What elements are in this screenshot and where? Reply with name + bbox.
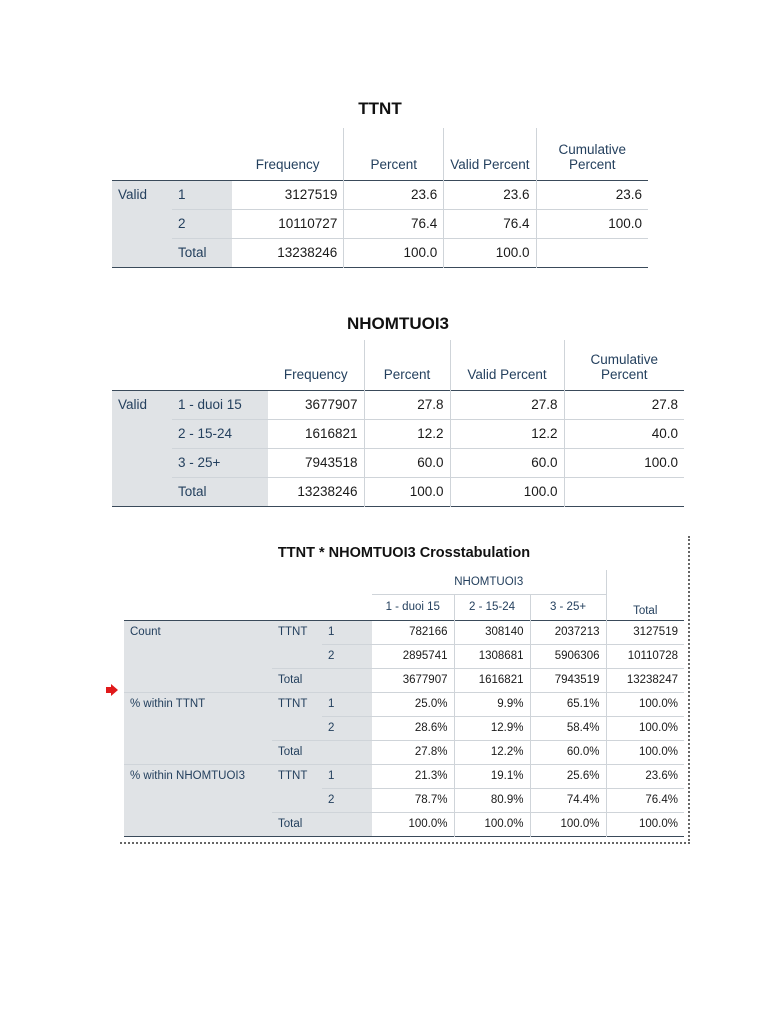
row-total-label: Total — [272, 740, 372, 764]
cell-percent: 60.0 — [364, 448, 450, 477]
cell-percent: 27.8 — [364, 390, 450, 419]
crosstab-cell: 100.0% — [606, 692, 684, 716]
row-label: 2 — [172, 209, 232, 238]
row-label: 1 — [172, 180, 232, 209]
row-variable-label: TTNT — [272, 764, 322, 788]
row-total-label: Total — [272, 668, 372, 692]
cell-percent: 12.2 — [364, 419, 450, 448]
crosstab-title: TTNT * NHOMTUOI3 Crosstabulation — [277, 545, 531, 561]
crosstab-cell: 3127519 — [606, 620, 684, 644]
col-header: 2 - 15-24 — [454, 594, 530, 620]
table-row — [124, 668, 684, 692]
cell-frequency: 10110727 — [232, 209, 344, 238]
cell-percent: 100.0 — [344, 238, 444, 267]
crosstab-cell: 10110728 — [606, 644, 684, 668]
cell-valid-percent: 27.8 — [450, 390, 564, 419]
crosstab-cell: 100.0% — [638, 818, 678, 830]
crosstab-cell: 12.9% — [454, 716, 530, 740]
row-block-label — [124, 716, 272, 740]
table-row — [124, 788, 684, 812]
crosstab-cell: 1616821 — [454, 668, 530, 692]
crosstab-cell: 9.9% — [454, 692, 530, 716]
row-total-label: Total — [272, 812, 372, 836]
cell-cumulative: 27.8 — [564, 390, 684, 419]
ttnt-table-title: TTNT — [358, 99, 402, 118]
cell-cumulative: 23.6 — [536, 180, 648, 209]
cell-valid-percent: 60.0 — [450, 448, 564, 477]
table-row — [112, 477, 684, 506]
crosstab-cell: 74.4% — [530, 788, 606, 812]
crosstab-cell: 25.6% — [530, 764, 606, 788]
cell-frequency: 7943518 — [268, 448, 364, 477]
crosstab-table — [124, 570, 684, 837]
col-header: 1 - duoi 15 — [372, 594, 454, 620]
row-sub-label: 2 — [322, 644, 372, 668]
crosstab-cell: 100.0% — [372, 812, 454, 836]
col-header-valid-percent: Valid Percent — [450, 340, 564, 390]
cell-percent: 76.4 — [344, 209, 444, 238]
crosstab-cell: 100.0% — [606, 740, 684, 764]
row-label: 3 - 25+ — [172, 448, 268, 477]
crosstab-cell: 2895741 — [372, 644, 454, 668]
cell-frequency: 13238246 — [268, 477, 364, 506]
col-header-percent: Percent — [364, 340, 450, 390]
col-header-cumulative-percent: Cumulative Percent — [590, 351, 659, 382]
cell-valid-percent: 100.0 — [450, 477, 564, 506]
col-header-cumulative-percent: Cumulative Percent — [558, 141, 627, 172]
crosstab-cell: 76.4% — [606, 788, 684, 812]
col-group-header: NHOMTUOI3 — [372, 570, 606, 594]
col-header-total: Total — [633, 604, 658, 617]
cell-percent: 100.0 — [364, 477, 450, 506]
row-variable-label — [272, 644, 322, 668]
table-row — [124, 812, 684, 836]
crosstab-cell: 78.7% — [372, 788, 454, 812]
col-header: 3 - 25+ — [530, 594, 606, 620]
table-row — [112, 448, 684, 477]
row-group-label: Valid — [112, 180, 172, 209]
row-sub-label: 1 — [322, 692, 372, 716]
col-header-percent: Percent — [344, 128, 444, 180]
crosstab-cell: 21.3% — [372, 764, 454, 788]
row-block-label — [124, 812, 272, 836]
row-variable-label — [272, 716, 322, 740]
row-block-label: Count — [124, 620, 272, 644]
crosstab-cell: 782166 — [372, 620, 454, 644]
row-variable-label: TTNT — [272, 620, 322, 644]
nhomtuoi3-table-title: NHOMTUOI3 — [347, 314, 449, 333]
table-row — [112, 209, 648, 238]
col-header-frequency: Frequency — [268, 340, 364, 390]
table-row — [124, 716, 684, 740]
row-group-label: Valid — [112, 390, 172, 419]
row-label: Total — [172, 238, 232, 267]
crosstab-cell: 1308681 — [454, 644, 530, 668]
crosstab-cell: 12.2% — [454, 740, 530, 764]
row-sub-label: 1 — [322, 764, 372, 788]
crosstab-cell: 23.6% — [606, 764, 684, 788]
cell-percent: 23.6 — [344, 180, 444, 209]
row-block-label — [124, 668, 272, 692]
crosstab-cell: 308140 — [454, 620, 530, 644]
crosstab-cell: 19.1% — [454, 764, 530, 788]
row-block-label — [124, 788, 272, 812]
col-header-frequency: Frequency — [232, 128, 344, 180]
crosstab-cell: 13238247 — [606, 668, 684, 692]
row-label: 2 - 15-24 — [172, 419, 268, 448]
table-row — [112, 180, 648, 209]
crosstab-cell: 25.0% — [372, 692, 454, 716]
table-row — [112, 390, 684, 419]
row-variable-label — [272, 788, 322, 812]
selection-border-bottom — [120, 842, 690, 844]
cell-cumulative: 100.0 — [564, 448, 684, 477]
row-block-label — [124, 740, 272, 764]
crosstab-cell: 65.1% — [530, 692, 606, 716]
cell-valid-percent: 12.2 — [450, 419, 564, 448]
row-sub-label: 1 — [322, 620, 372, 644]
cell-frequency: 3677907 — [268, 390, 364, 419]
table-row — [112, 419, 684, 448]
cell-frequency: 3127519 — [232, 180, 344, 209]
row-variable-label: TTNT — [272, 692, 322, 716]
crosstab-cell: 60.0% — [530, 740, 606, 764]
crosstab-cell: 58.4% — [530, 716, 606, 740]
red-arrow-marker-icon — [106, 684, 118, 696]
cell-cumulative: 100.0 — [536, 209, 648, 238]
row-label: 1 - duoi 15 — [172, 390, 268, 419]
row-sub-label: 2 — [322, 788, 372, 812]
col-header-valid-percent: Valid Percent — [444, 128, 536, 180]
cell-cumulative — [536, 238, 648, 267]
crosstab-cell: 7943519 — [530, 668, 606, 692]
row-block-label: % within NHOMTUOI3 — [124, 764, 272, 788]
cell-valid-percent: 76.4 — [444, 209, 536, 238]
crosstab-cell: 5906306 — [530, 644, 606, 668]
table-row — [124, 692, 684, 716]
selection-border-right — [688, 536, 690, 844]
cell-frequency: 13238246 — [232, 238, 344, 267]
crosstab-cell: 80.9% — [454, 788, 530, 812]
cell-valid-percent: 23.6 — [444, 180, 536, 209]
crosstab-cell: 100.0% — [606, 716, 684, 740]
table-row — [124, 764, 684, 788]
table-row — [124, 644, 684, 668]
ttnt-frequency-table — [112, 128, 648, 268]
cell-cumulative: 40.0 — [564, 419, 684, 448]
table-row — [124, 620, 684, 644]
crosstab-cell: 3677907 — [372, 668, 454, 692]
nhomtuoi3-frequency-table — [112, 340, 684, 507]
cell-valid-percent: 100.0 — [444, 238, 536, 267]
table-row — [124, 740, 684, 764]
crosstab-cell: 27.8% — [372, 740, 454, 764]
row-label: Total — [172, 477, 268, 506]
crosstab-cell: 100.0% — [530, 812, 606, 836]
crosstab-cell: 28.6% — [372, 716, 454, 740]
row-sub-label: 2 — [322, 716, 372, 740]
crosstab-cell: 2037213 — [530, 620, 606, 644]
cell-cumulative — [564, 477, 684, 506]
table-row — [112, 238, 648, 267]
cell-frequency: 1616821 — [268, 419, 364, 448]
crosstab-cell: 100.0% — [454, 812, 530, 836]
row-block-label: % within TTNT — [124, 692, 272, 716]
row-block-label — [124, 644, 272, 668]
